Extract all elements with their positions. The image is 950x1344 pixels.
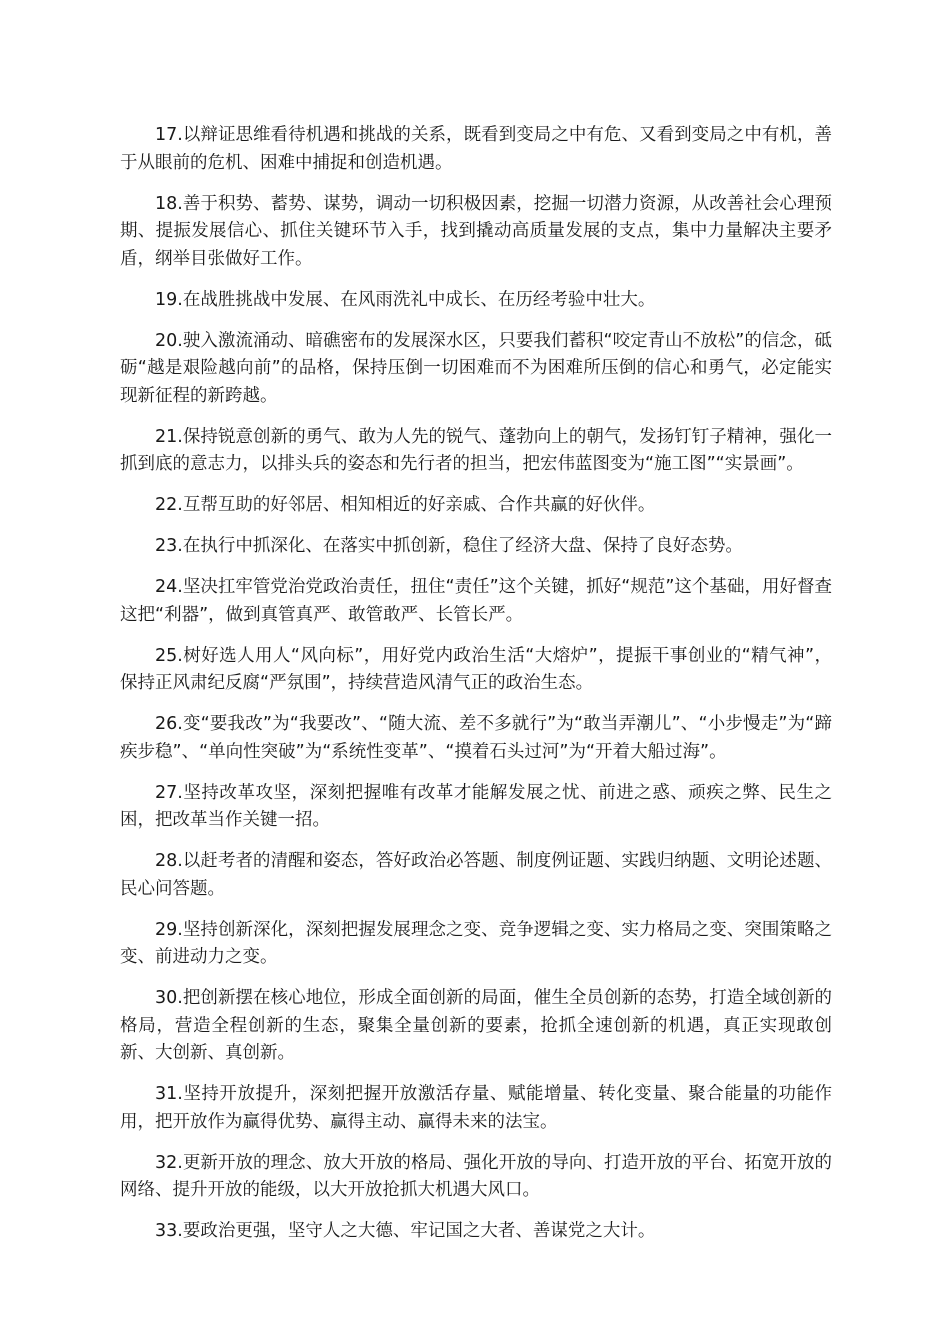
paragraph-17: 17.以辩证思维看待机遇和挑战的关系，既看到变局之中有危、又看到变局之中有机，善于从眼前的危机、困难中捕捉和创造机遇。 xyxy=(120,125,832,173)
paragraph-20: 20.驶入激流涌动、暗礁密布的发展深水区，只要我们蓄积“咬定青山不放松”的信念，砥砺“越是艰险越向前”的品格，保持压倒一切困难而不为困难所压倒的信心和勇气，必定能实现新征程的新跨越。 xyxy=(120,330,832,406)
paragraph-28: 28.以赶考者的清醒和姿态，答好政治必答题、制度例证题、实践归纳题、文明论述题、民心问答题。 xyxy=(120,851,832,899)
paragraph-22: 22.互帮互助的好邻居、相知相近的好亲戚、合作共赢的好伙伴。 xyxy=(155,495,656,515)
paragraph-29: 29.坚持创新深化，深刻把握发展理念之变、竞争逻辑之变、实力格局之变、突围策略之变、前进动力之变。 xyxy=(120,919,832,967)
paragraph-27: 27.坚持改革攻坚，深刻把握唯有改革才能解发展之忧、前进之惑、顽疾之弊、民生之困，把改革当作关键一招。 xyxy=(120,782,832,830)
paragraph-30: 30.把创新摆在核心地位，形成全面创新的局面，催生全员创新的态势，打造全域创新的格局，营造全程创新的生态，聚集全量创新的要素，抢抓全速创新的机遇，真正实现敢创新、大创新、真创新。 xyxy=(120,988,832,1063)
paragraph-18: 18.善于积势、蓄势、谋势，调动一切积极因素，挖掘一切潜力资源，从改善社会心理预期、提振发展信心、抓住关键环节入手，找到撬动高质量发展的支点，集中力量解决主要矛盾，纲举目张做好工作。 xyxy=(120,193,832,269)
paragraph-19: 19.在战胜挑战中发展、在风雨洗礼中成长、在历经考验中壮大。 xyxy=(155,289,656,310)
paragraph-26: 26.变“要我改”为“我要改”、“随大流、差不多就行”为“敢当弄潮儿”、“小步慢走”为“蹄疾步稳”、“单向性突破”为“系统性变革”、“摸着石头过河”为“开着大船过海”。 xyxy=(120,714,832,762)
paragraph-32: 32.更新开放的理念、放大开放的格局、强化开放的导向、打造开放的平台、拓宽开放的网络、提升开放的能级，以大开放抢抓大机遇大风口。 xyxy=(120,1152,832,1200)
document-body xyxy=(120,122,832,1259)
paragraph-31: 31.坚持开放提升，深刻把握开放激活存量、赋能增量、转化变量、聚合能量的功能作用，把开放作为赢得优势、赢得主动、赢得未来的法宝。 xyxy=(120,1084,832,1132)
paragraph-33: 33.要政治更强，坚守人之大德、牢记国之大者、善谋党之大计。 xyxy=(155,1221,656,1241)
paragraph-21: 21.保持锐意创新的勇气、敢为人先的锐气、蓬勃向上的朝气，发扬钉钉子精神，强化一抓到底的意志力，以排头兵的姿态和先行者的担当，把宏伟蓝图变为“施工图”“实景画”。 xyxy=(120,426,832,474)
paragraph-24: 24.坚决扛牢管党治党政治责任，扭住“责任”这个关键，抓好“规范”这个基础，用好督查这把“利器”，做到真管真严、敢管敢严、长管长严。 xyxy=(120,577,832,625)
paragraph-23: 23.在执行中抓深化、在落实中抓创新，稳住了经济大盘、保持了良好态势。 xyxy=(155,536,743,556)
paragraph-25: 25.树好选人用人“风向标”，用好党内政治生活“大熔炉”，提振干事创业的“精气神”，保持正风肃纪反腐“严氛围”，持续营造风清气正的政治生态。 xyxy=(120,645,832,693)
